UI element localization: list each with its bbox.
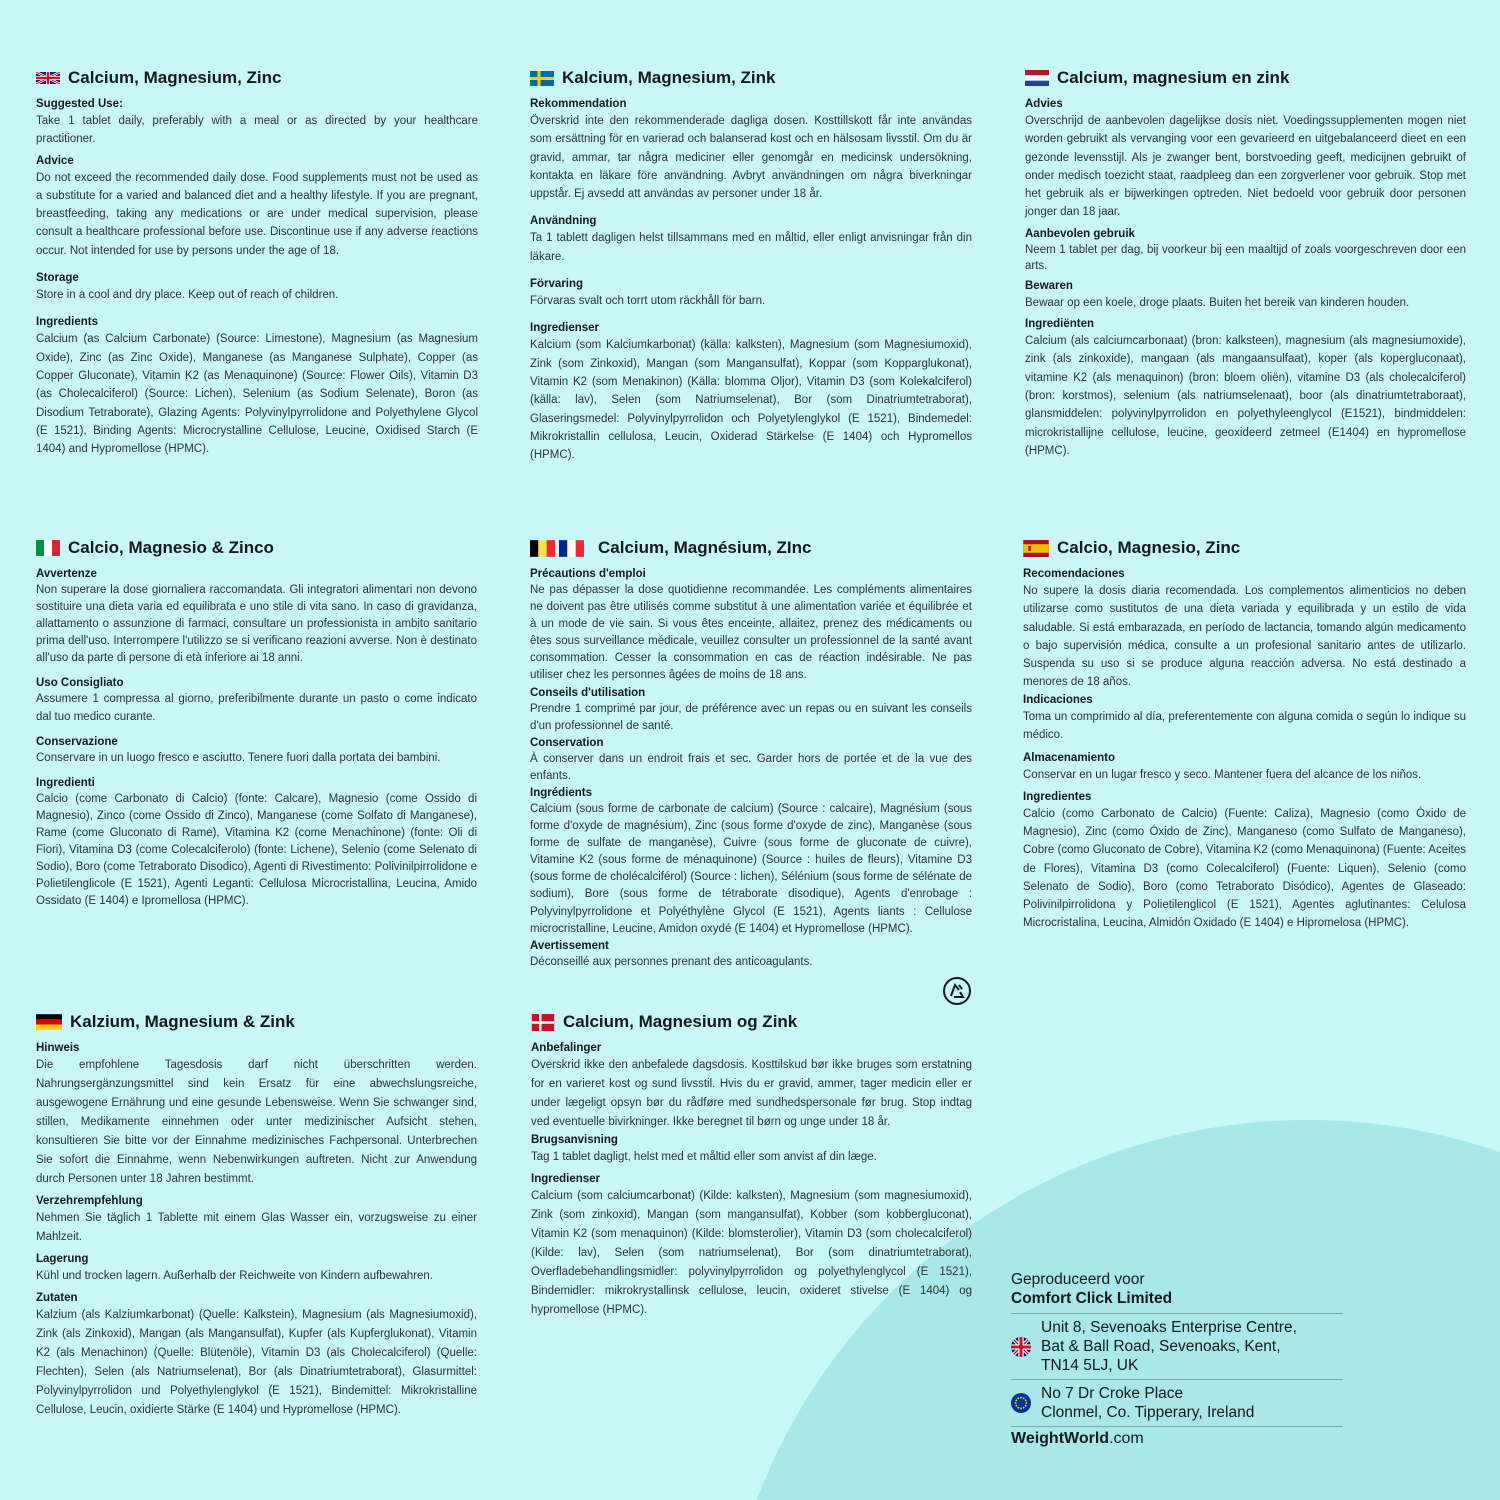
section-title: Calcium, Magnesium, Zinc xyxy=(36,67,478,89)
spain-flag-icon xyxy=(1023,540,1049,557)
text-storage: Bewaar op een koele, droge plaats. Buiten het bereik van kinderen houden. xyxy=(1025,296,1410,309)
italy-flag-icon xyxy=(36,540,60,556)
text-advice: Overschrijd de aanbevolen dagelijkse dosis niet. Voedingssupplementen mogen niet worden gebruikt als vervanging voor een gevarieerd en uitgebalanceerd dieet en een gezonde levensstijl. Als je zwanger bent, borstvoeding geeft, medicijnen gebruikt of onder medisch toezicht staat, raadpleeg dan een zorgverlener voor gebruik. Stop met het gebruik als er bijwerkingen optreden. Niet bedoeld voor gebruik door personen jonger dan 18 jaar. xyxy=(1025,115,1466,219)
heading-consumption: Verzehrempfehlung xyxy=(36,1195,143,1207)
heading-warning: Avertissement xyxy=(530,939,609,952)
section-italian xyxy=(36,537,477,910)
heading-ingredients: Ingredienti xyxy=(36,776,95,789)
germany-flag-icon xyxy=(36,1014,62,1030)
section-danish xyxy=(531,1011,972,1320)
heading-recommendations: Recomendaciones xyxy=(1023,568,1125,580)
netherlands-flag-icon xyxy=(1025,70,1049,86)
text-notice: Die empfohlene Tagesdosis darf nicht überschritten werden. Nahrungsergänzungsmittel sind kein Ersatz für eine abwechslungsreiche, ausgewogene Ernährung und eine gesunde Lebensweise. Wenn Sie schwanger sind, stillen, Medikamente einnehmen oder unter medizinischer Aufsicht stehen, konsultieren Sie bitte vor der Einnahme medizinisches Fachpersonal. Unterbrechen Sie sofort die Einnahme, wenn Nebenwirkungen auftreten. Nicht zur Anwendung durch Personen unter 18 Jahren bestimmt. xyxy=(36,1059,477,1185)
heading-storage: Storage xyxy=(36,272,79,285)
text-ingredients: Calcium (som calciumcarbonat) (Kilde: kalksten), Magnesium (som magnesiumoxid), Zink (som zinkoxid), Mangan (som mangansulfat), Kobber (som kobbergluconat), Vitamin K2 (som menaquinon) (Kilde: blomsterolier), Vitamin D3 (som cholecalciferol) (Kilde: lav), Selen (som natriumselenat), Bor (som dinatriumtetraborat), Overfladebehandlingsmidler: polyvinylpyrrolidon og polyethylenglycol (E 1521), Bindemidler: mikrokrystallinsk cellulose, leucin, oxideret stivelse (E 1404) og hypromellose (HPMC). xyxy=(531,1190,972,1316)
produced-for-label: Geproduceerd voor xyxy=(1011,1271,1145,1288)
eu-flag-icon xyxy=(1011,1393,1031,1413)
heading-recommended-use: Aanbevolen gebruik xyxy=(1025,227,1135,240)
heading-indications: Indicaciones xyxy=(1023,693,1093,706)
heading-storage: Conservazione xyxy=(36,735,118,748)
section-spanish xyxy=(1023,537,1466,933)
text-storage: Store in a cool and dry place. Keep out of reach of children. xyxy=(36,289,339,302)
text-ingredients: Calcium (als calciumcarbonaat) (bron: kalksteen), magnesium (als magnesiumoxide), zink (als zinkoxide), mangaan (als mangaansulfaat), koper (als kopergluconaat), vitamine K2 (als menaquinon) (bron: bloem oliën), vitamine D3 (als cholecalciferol) (bron: korstmos), selenium (als natriumselenaat), boor (als dinatriumtetraboraat), glansmiddelen: polyvinylpyrrolidon en polyethyleenglycol (E1521), bindmiddelen: microkristallijne cellulose, leucine, geoxideerd zetmeel (E1404) en hypromellose (HPMC). xyxy=(1025,335,1466,457)
heading-ingredients: Ingredients xyxy=(36,316,98,329)
heading-recommendations: Anbefalinger xyxy=(531,1042,602,1054)
text-usage: Ta 1 tablett dagligen helst tillsammans med en måltid, eller enligt anvisningar från din läkare. xyxy=(530,232,972,263)
heading-ingredients: Ingredienser xyxy=(531,1173,601,1185)
text-storage: Kühl und trocken lagern. Außerhalb der Reichweite von Kindern aufbewahren. xyxy=(36,1270,433,1282)
manufacturer-info xyxy=(1011,1270,1343,1448)
text-suggested-use: Assumere 1 compressa al giorno, preferibilmente durante un pasto o come indicato dal tuo medico curante. xyxy=(36,693,477,723)
heading-storage: Bewaren xyxy=(1025,279,1073,292)
section-title: Calcium, Magnesium og Zink xyxy=(531,1011,972,1033)
heading-ingredients: Zutaten xyxy=(36,1292,78,1304)
recycle-icon xyxy=(942,976,972,1006)
brand-website: WeightWorld.com xyxy=(1011,1426,1343,1448)
heading-instructions: Brugsanvisning xyxy=(531,1134,618,1146)
text-warning: Déconseillé aux personnes prenant des anticoagulants. xyxy=(530,955,813,968)
company-name: Comfort Click Limited xyxy=(1011,1290,1173,1307)
heading-ingredients: Ingredienser xyxy=(530,322,600,335)
section-french xyxy=(530,537,972,971)
text-ingredients: Calcio (come Carbonato di Calcio) (fonte: Calcare), Magnesio (come Ossido di Magnesio), Zinco (come Ossido di Zinco), Manganese (come Solfato di Manganese), Rame (come Gluconato di Rame), Vitamina K2 (come Menachinone) (fonte: Oli di Fiori), Vitamina D3 (come Colecalciferolo) (fonte: Lichene), Selenio (come Selenato di Sodio), Boro (come Tetraborato Disodico), Agenti di Rivestimento: Polivinilpirrolidone e Polietilenglicole (E 1521), Agenti Leganti: Cellulosa Microcristallina, Leucina, Amido Ossidato (E 1404) e Ipromellosa (HPMC). xyxy=(36,792,477,908)
heading-storage: Almacenamiento xyxy=(1023,752,1116,765)
heading-precautions: Précautions d'emploi xyxy=(530,568,646,580)
heading-recommendation: Rekommendation xyxy=(530,98,627,110)
section-title: Calcio, Magnesio, Zinc xyxy=(1023,537,1466,559)
text-storage: Conservare in un luogo fresco e asciutto. Tenere fuori dalla portata dei bambini. xyxy=(36,751,441,764)
text-storage: À conserver dans un endroit frais et sec. Garder hors de portée et de la vue des enfants. xyxy=(530,752,972,782)
section-title: Calcium, magnesium en zink xyxy=(1025,67,1466,89)
text-suggested-use: Take 1 tablet daily, preferably with a meal or as directed by your healthcare practitioner. xyxy=(36,115,478,146)
text-warnings: Non superare la dose giornaliera raccomandata. Gli integratori alimentari non devono sostituire una dieta varia ed equilibrata e uno stile di vita sano. In caso di gravidanza, allattamento o assunzione di farmaci, consultare un professionista in ambito sanitario prima dell'uso. Interrompere l'utilizzo se si verificano reazioni avverse. Non è destinato all'uso da parte di persone di età inferiore ai 18 anni. xyxy=(36,584,477,665)
heading-suggested-use: Suggested Use: xyxy=(36,98,123,110)
section-title: Calcium, Magnésium, ZInc xyxy=(530,537,972,559)
heading-advice: Advies xyxy=(1025,98,1063,110)
heading-ingredients: Ingredientes xyxy=(1023,790,1092,803)
text-indications: Toma un comprimido al día, preferentemente con alguna comida o según lo indique su médico. xyxy=(1023,710,1466,742)
text-instructions: Tag 1 tablet dagligt, helst med et måltid eller som anvist af din læge. xyxy=(531,1151,877,1163)
heading-ingredients: Ingrediënten xyxy=(1025,318,1095,331)
section-title: Kalcium, Magnesium, Zink xyxy=(530,67,972,89)
heading-notice: Hinweis xyxy=(36,1042,80,1054)
denmark-flag-icon xyxy=(531,1014,555,1031)
text-ingredients: Kalzium (als Kalziumkarbonat) (Quelle: Kalkstein), Magnesium (als Magnesiumoxid), Zink (als Zinkoxid), Mangan (als Mangansulfat), Kupfer (als Kupferglukonat), Vitamin K2 (als Menachinon) (Quelle: Blütenöle), Vitamin D3 (als Cholecalciferol) (Quelle: Flechten), Selen (als Natriumselenat), Bor (als Dinatriumtetraborat), Glasurmittel: Polyvinylpyrrolidon und Polyethylenglykol (E 1521), Bindemittel: Mikrokristalline Cellulose, Leucin, oxidierte Stärke (E 1404) und Hypromellose (HPMC). xyxy=(36,1309,477,1416)
text-storage: Förvaras svalt och torrt utom räckhåll för barn. xyxy=(530,295,766,308)
text-ingredients: Kalcium (som Kalciumkarbonat) (källa: kalksten), Magnesium (som Magnesiumoxid), Zink (som Zinkoxid), Mangan (som Mangansulfat), Koppar (som Kopparglukonat), Vitamin K2 (som Menakinon) (Källa: blomma Oljor), Vitamin D3 (som Kolekalciferol) (källa: lav), Selen (som Natriumselenat), Bor (som Dinatriumtetraborat), Glaseringsmedel: Polyvinylpyrrolidon och Polyetylenglykol (E 1521), Bindemedel: Mikrokristallin cellulosa, Leucin, Oxiderad Stärkelse (E 1404) och Hypromellos (HPMC). xyxy=(530,339,972,462)
heading-suggested-use: Uso Consigliato xyxy=(36,677,124,690)
text-recommendations: Overskrid ikke den anbefalede dagsdosis. Kosttilskud bør ikke bruges som erstatning for en varieret kost og sund livsstil. Hvis du er gravid, ammer, tager medicin eller er under lægeligt opsyn bør du rådføre med sundhedspersonale før brug. Stop indtag ved eventuelle bivirkninger. Ikke beregnet til børn og unge under 18 år. xyxy=(531,1059,972,1128)
section-title: Kalzium, Magnesium & Zink xyxy=(36,1011,477,1033)
text-advice: Do not exceed the recommended daily dose. Food supplements must not be used as a substitute for a varied and balanced diet and a healthy lifestyle. If you are pregnant, breastfeeding, taking any medications or are under medical supervision, please consult a healthcare professional before use. Discontinue use if any adverse reactions occur. Not intended for use by persons under the age of 18. xyxy=(36,171,478,257)
text-recommendations: No supere la dosis diaria recomendada. Los complementos alimenticios no deben utilizarse como sustitutos de una dieta variada y equilibrada y un estilo de vida saludable. Si está embarazada, en período de lactancia, tomando algún medicamento o bajo supervisión médica, consulte a un profesional sanitario antes de utilizarlo. Suspenda su uso si se produce alguna reacción adversa. No está destinado a menores de 18 años. xyxy=(1023,585,1466,689)
text-usage-advice: Prendre 1 comprimé par jour, de préférence avec un repas ou en suivant les conseils d'un professionnel de santé. xyxy=(530,702,972,732)
text-recommended-use: Neem 1 tablet per dag, bij voorkeur bij een maaltijd of zoals voorgeschreven door een arts. xyxy=(1025,243,1466,272)
text-ingredients: Calcio (como Carbonato de Calcio) (Fuente: Caliza), Magnesio (como Óxido de Magnesio), Zinc (como Óxido de Zinc), Manganeso (como Sulfato de Manganeso), Cobre (como Gluconato de Cobre), Vitamina K2 (como Menaquinona) (Fuente: Aceites de Flores), Vitamina D3 (como Colecalciferol) (Fuente: Liquen), Selenio (como Selenato de Sodio), Boro (como Tetraborato Disódico), Agentes de Glaseado: Polivinilpirrolidona y Polietilenglicol (E 1521), Agentes aglutinantes: Celulosa Microcristalina, Leucina, Almidón Oxidado (E 1404) e Hipromelosa (HPMC). xyxy=(1023,807,1466,930)
heading-ingredients: Ingrédients xyxy=(530,786,592,799)
text-recommendation: Överskrid inte den rekommenderade dagliga dosen. Kosttillskott får inte användas som ersättning för en varierad och balanserad kost och en hälsosam livsstil. Om du är gravid, ammar, tar några mediciner eller genomgår en medicinsk undersökning, kontakta en läkare före användning. Avbryt användningen om några biverkningar uppstår. Ej avsedd att användas av personer under 18 år. xyxy=(530,115,972,201)
heading-advice: Advice xyxy=(36,154,74,167)
address-uk: Unit 8, Sevenoaks Enterprise Centre, Bat & Ball Road, Sevenoaks, Kent, TN14 5LJ, UK xyxy=(1011,1313,1343,1379)
heading-warnings: Avvertenze xyxy=(36,568,97,580)
heading-usage-advice: Conseils d'utilisation xyxy=(530,686,646,699)
sweden-flag-icon xyxy=(530,71,554,86)
section-dutch xyxy=(1025,67,1466,460)
section-swedish xyxy=(530,67,972,464)
heading-storage: Lagerung xyxy=(36,1253,89,1265)
section-title: Calcio, Magnesio & Zinco xyxy=(36,537,477,559)
text-storage: Conservar en un lugar fresco y seco. Mantener fuera del alcance de los niños. xyxy=(1023,769,1422,782)
france-flag-icon xyxy=(559,540,584,557)
heading-usage: Användning xyxy=(530,215,597,228)
belgium-flag-icon xyxy=(530,540,555,557)
section-english xyxy=(36,67,478,458)
uk-flag-icon xyxy=(1011,1337,1031,1357)
heading-storage: Förvaring xyxy=(530,278,584,291)
text-ingredients: Calcium (as Calcium Carbonate) (Source: Limestone), Magnesium (as Magnesium Oxide), Zinc (as Zinc Oxide), Manganese (as Manganese Sulphate), Copper (as Copper Gluconate), Vitamin K2 (as Menaquinone) (Source: Flower Oils), Vitamin D3 (as Cholecalciferol) (Source: Lichen), Selenium (as Sodium Selenate), Boron (as Disodium Tetraborate), Glazing Agents: Polyvinylpyrrolidone and Polyethylene Glycol (E 1521), Binding Agents: Microcrystalline Cellulose, Leucine, Oxidised Starch (E 1404) and Hypromellose (HPMC). xyxy=(36,333,478,456)
uk-flag-icon xyxy=(36,71,60,85)
text-precautions: Ne pas dépasser la dose quotidienne recommandée. Les compléments alimentaires ne doivent pas être utilisés comme substitut à une alimentation variée et équilibrée et à un mode de vie sain. Si vous êtes enceinte, allaitez, prenez des médicaments ou êtes sous surveillance médicale, veuillez consulter un professionnel de la santé avant consommation. Cesser la consommation en cas de réaction indésirable. Ne pas utiliser chez les personnes âgées de moins de 18 ans. xyxy=(530,584,972,682)
heading-storage: Conservation xyxy=(530,736,604,749)
text-ingredients: Calcium (sous forme de carbonate de calcium) (Source : calcaire), Magnésium (sous forme d'oxyde de magnésium), Zinc (sous forme d'oxyde de zinc), Manganèse (sous forme de sulfate de manganèse), Cuivre (sous forme de gluconate de cuivre), Vitamine K2 (sous forme de ménaquinone) (Source : huiles de fleurs), Vitamine D3 (sous forme de cholécalciférol) (Source : lichen), Sélénium (sous forme de sélénate de sodium), Bore (sous forme de tétraborate disodique), Agents d'enrobage : Polyvinylpyrrolidone et Polyéthylène Glycol (E 1521), Agents liants : Cellulose microcristalline, Leucine, Amidon oxydé (E 1404) et Hypromellose (HPMC). xyxy=(530,802,972,935)
section-german xyxy=(36,1011,477,1420)
text-consumption: Nehmen Sie täglich 1 Tablette mit einem Glas Wasser ein, vorzugsweise zu einer Mahlzeit. xyxy=(36,1212,477,1243)
address-eu: No 7 Dr Croke Place Clonmel, Co. Tipperary, Ireland xyxy=(1011,1379,1343,1426)
